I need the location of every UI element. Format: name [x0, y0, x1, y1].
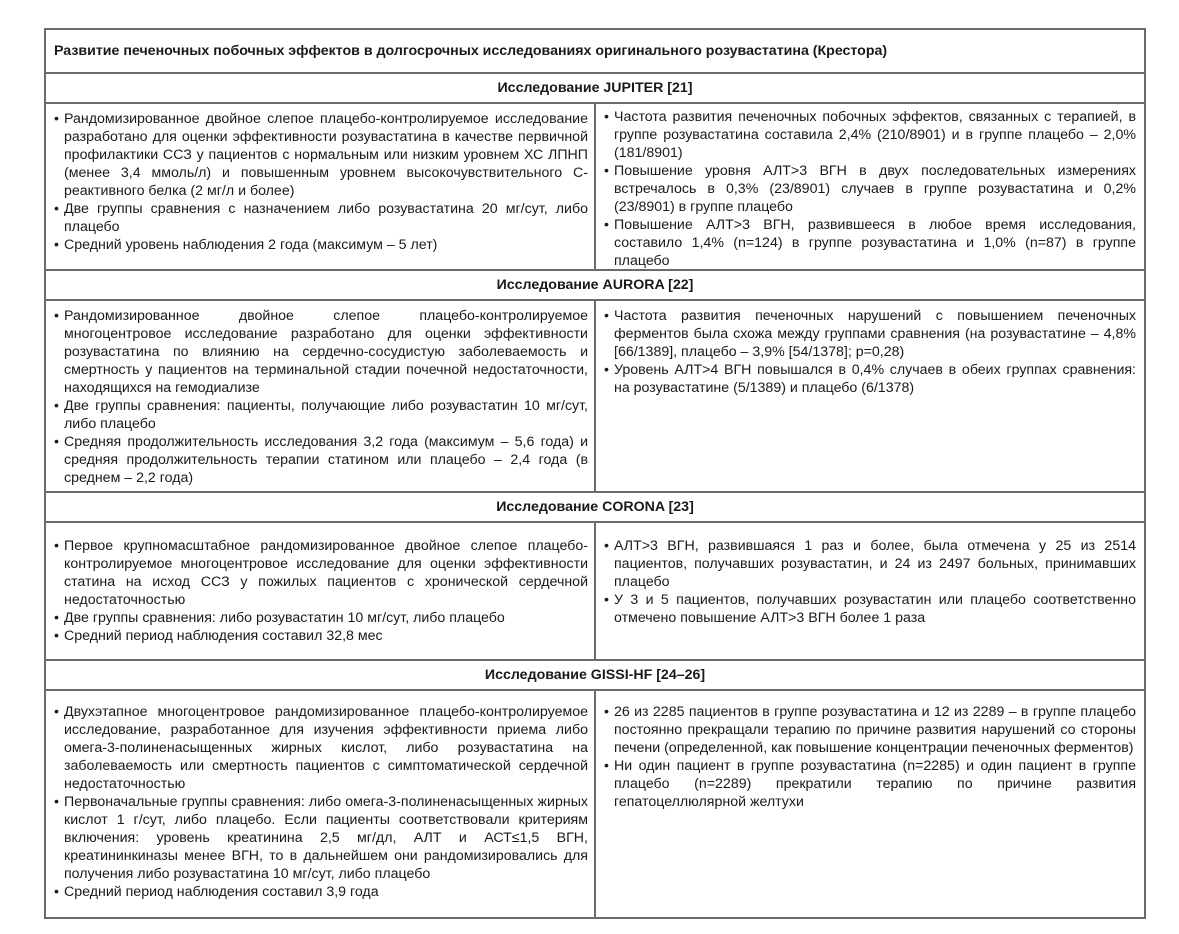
- section-heading-jupiter: Исследование JUPITER [21]: [46, 74, 1144, 104]
- list-item: • Частота развития печеночных побочных эффектов, связанных с терапией, в группе розувастатина составила 2,4% (210/8901) и в группе плацебо – 2,0% (181/8901): [604, 109, 1136, 161]
- results-column: [596, 104, 1144, 269]
- hepatic-effects-table: [44, 28, 1146, 919]
- list-item: • Ни один пациент в группе розувастатина (n=2285) и один пациент в группе плацебо (n=2289) прекратили терапию по причине развития гепатоцеллюлярной желтухи: [604, 758, 1136, 810]
- results-column: [596, 691, 1144, 917]
- list-item: • Частота развития печеночных нарушений с повышением печеночных ферментов была схожа между группами сравнения (на розувастатине – 4,8% [66/1389], плацебо – 3,9% [54/1378]; p=0,28): [604, 308, 1136, 360]
- list-item: • Рандомизированное двойное слепое плацебо-контролируемое исследование разработано для оценки эффективности розувастатина в качестве первичной профилактики ССЗ у пациентов с нормальным или низким уровнем ХС ЛПНП (менее 3,4 ммоль/л) и повышенным уровнем высокочувствительного С-реактивного белка (2 мг/л и более): [54, 111, 588, 199]
- list-item: • Первое крупномасштабное рандомизированное двойное слепое плацебо-контролируемое многоцентровое исследование для оценки эффективности статина на исход ССЗ у пожилых пациентов с хронической сердечной недостаточностью: [54, 538, 588, 608]
- list-item: • Повышение АЛТ>3 ВГН, развившееся в любое время исследования, составило 1,4% (n=124) в группе розувастатина и 1,0% (n=87) в группе плацебо: [604, 217, 1136, 269]
- list-item: • Уровень АЛТ>4 ВГН повышался в 0,4% случаев в обеих группах сравнения: на розувастатине (5/1389) и плацебо (6/1378): [604, 362, 1136, 396]
- list-item: • Средняя продолжительность исследования 3,2 года (максимум – 5,6 года) и средняя продолжительность терапии статином или плацебо – 2,4 года (в среднем – 2,2 года): [54, 434, 588, 486]
- section-heading-corona: Исследование CORONA [23]: [46, 493, 1144, 523]
- study-design-column: [46, 301, 596, 491]
- list-item: • Двухэтапное многоцентровое рандомизированное плацебо-контролируемое исследование, разработанное для изучения эффективности приема либо омега-3-полиненасыщенных жирных кислот, либо розувастатина на заболеваемость или смертность пациентов с симптоматической сердечной недостаточностью: [54, 704, 588, 792]
- study-design-column: [46, 523, 596, 659]
- study-design-column: [46, 104, 596, 269]
- list-item: • Две группы сравнения: пациенты, получающие либо розувастатин 10 мг/сут, либо плацебо: [54, 398, 588, 432]
- list-item: • Средний уровень наблюдения 2 года (максимум – 5 лет): [54, 237, 438, 253]
- list-item: • Рандомизированное двойное слепое плацебо-контролируемое многоцентровое исследование разработано для оценки эффективности розувастатина по влиянию на сердечно-сосудистую заболеваемость и смертность у пациентов на терминальной стадии почечной недостаточности, находящихся на гемодиализе: [54, 308, 588, 396]
- list-item: • Средний период наблюдения составил 3,9 года: [54, 884, 379, 900]
- results-column: [596, 523, 1144, 659]
- list-item: • Повышение уровня АЛТ>3 ВГН в двух последовательных измерениях встречалось в 0,3% (23/8901) случаев в группе розувастатина и 0,2% (23/8901) в группе плацебо: [604, 163, 1136, 215]
- section-heading-gissi-hf: Исследование GISSI-HF [24–26]: [46, 661, 1144, 691]
- section-body-corona: [46, 523, 1144, 661]
- section-heading-aurora: Исследование AURORA [22]: [46, 271, 1144, 301]
- list-item: • У 3 и 5 пациентов, получавших розувастатин или плацебо соответственно отмечено повышение АЛТ>3 ВГН более 1 раза: [604, 592, 1136, 626]
- list-item: • Первоначальные группы сравнения: либо омега-3-полиненасыщенных жирных кислот 1 г/сут, либо плацебо. Если пациенты соответствовали критериям включения: уровень креатинина 2,5 мг/дл, АЛТ и АСТ≤1,5 ВГН, креатининкиназы менее ВГН, то в дальнейшем они рандомизировались для получения либо розувастатина 10 мг/сут, либо плацебо: [54, 794, 588, 882]
- results-column: [596, 301, 1144, 491]
- list-item: • Две группы сравнения с назначением либо розувастатина 20 мг/сут, либо плацебо: [54, 201, 588, 235]
- list-item: • АЛТ>3 ВГН, развившаяся 1 раз и более, была отмечена у 25 из 2514 пациентов, получавших розувастатин, и 24 из 2497 больных, принимавших плацебо: [604, 538, 1136, 590]
- study-design-column: [46, 691, 596, 917]
- section-body-jupiter: [46, 104, 1144, 271]
- list-item: • Средний период наблюдения составил 32,8 мес: [54, 628, 383, 644]
- table-title: Развитие печеночных побочных эффектов в долгосрочных исследованиях оригинального розувастатина (Крестора): [46, 30, 1144, 74]
- list-item: • Две группы сравнения: либо розувастатин 10 мг/сут, либо плацебо: [54, 610, 505, 626]
- list-item: • 26 из 2285 пациентов в группе розувастатина и 12 из 2289 – в группе плацебо постоянно прекращали терапию по причине развития нарушений со стороны печени (определенной, как повышение концентрации печеночных ферментов): [604, 704, 1136, 756]
- section-body-aurora: [46, 301, 1144, 493]
- section-body-gissi-hf: [46, 691, 1144, 917]
